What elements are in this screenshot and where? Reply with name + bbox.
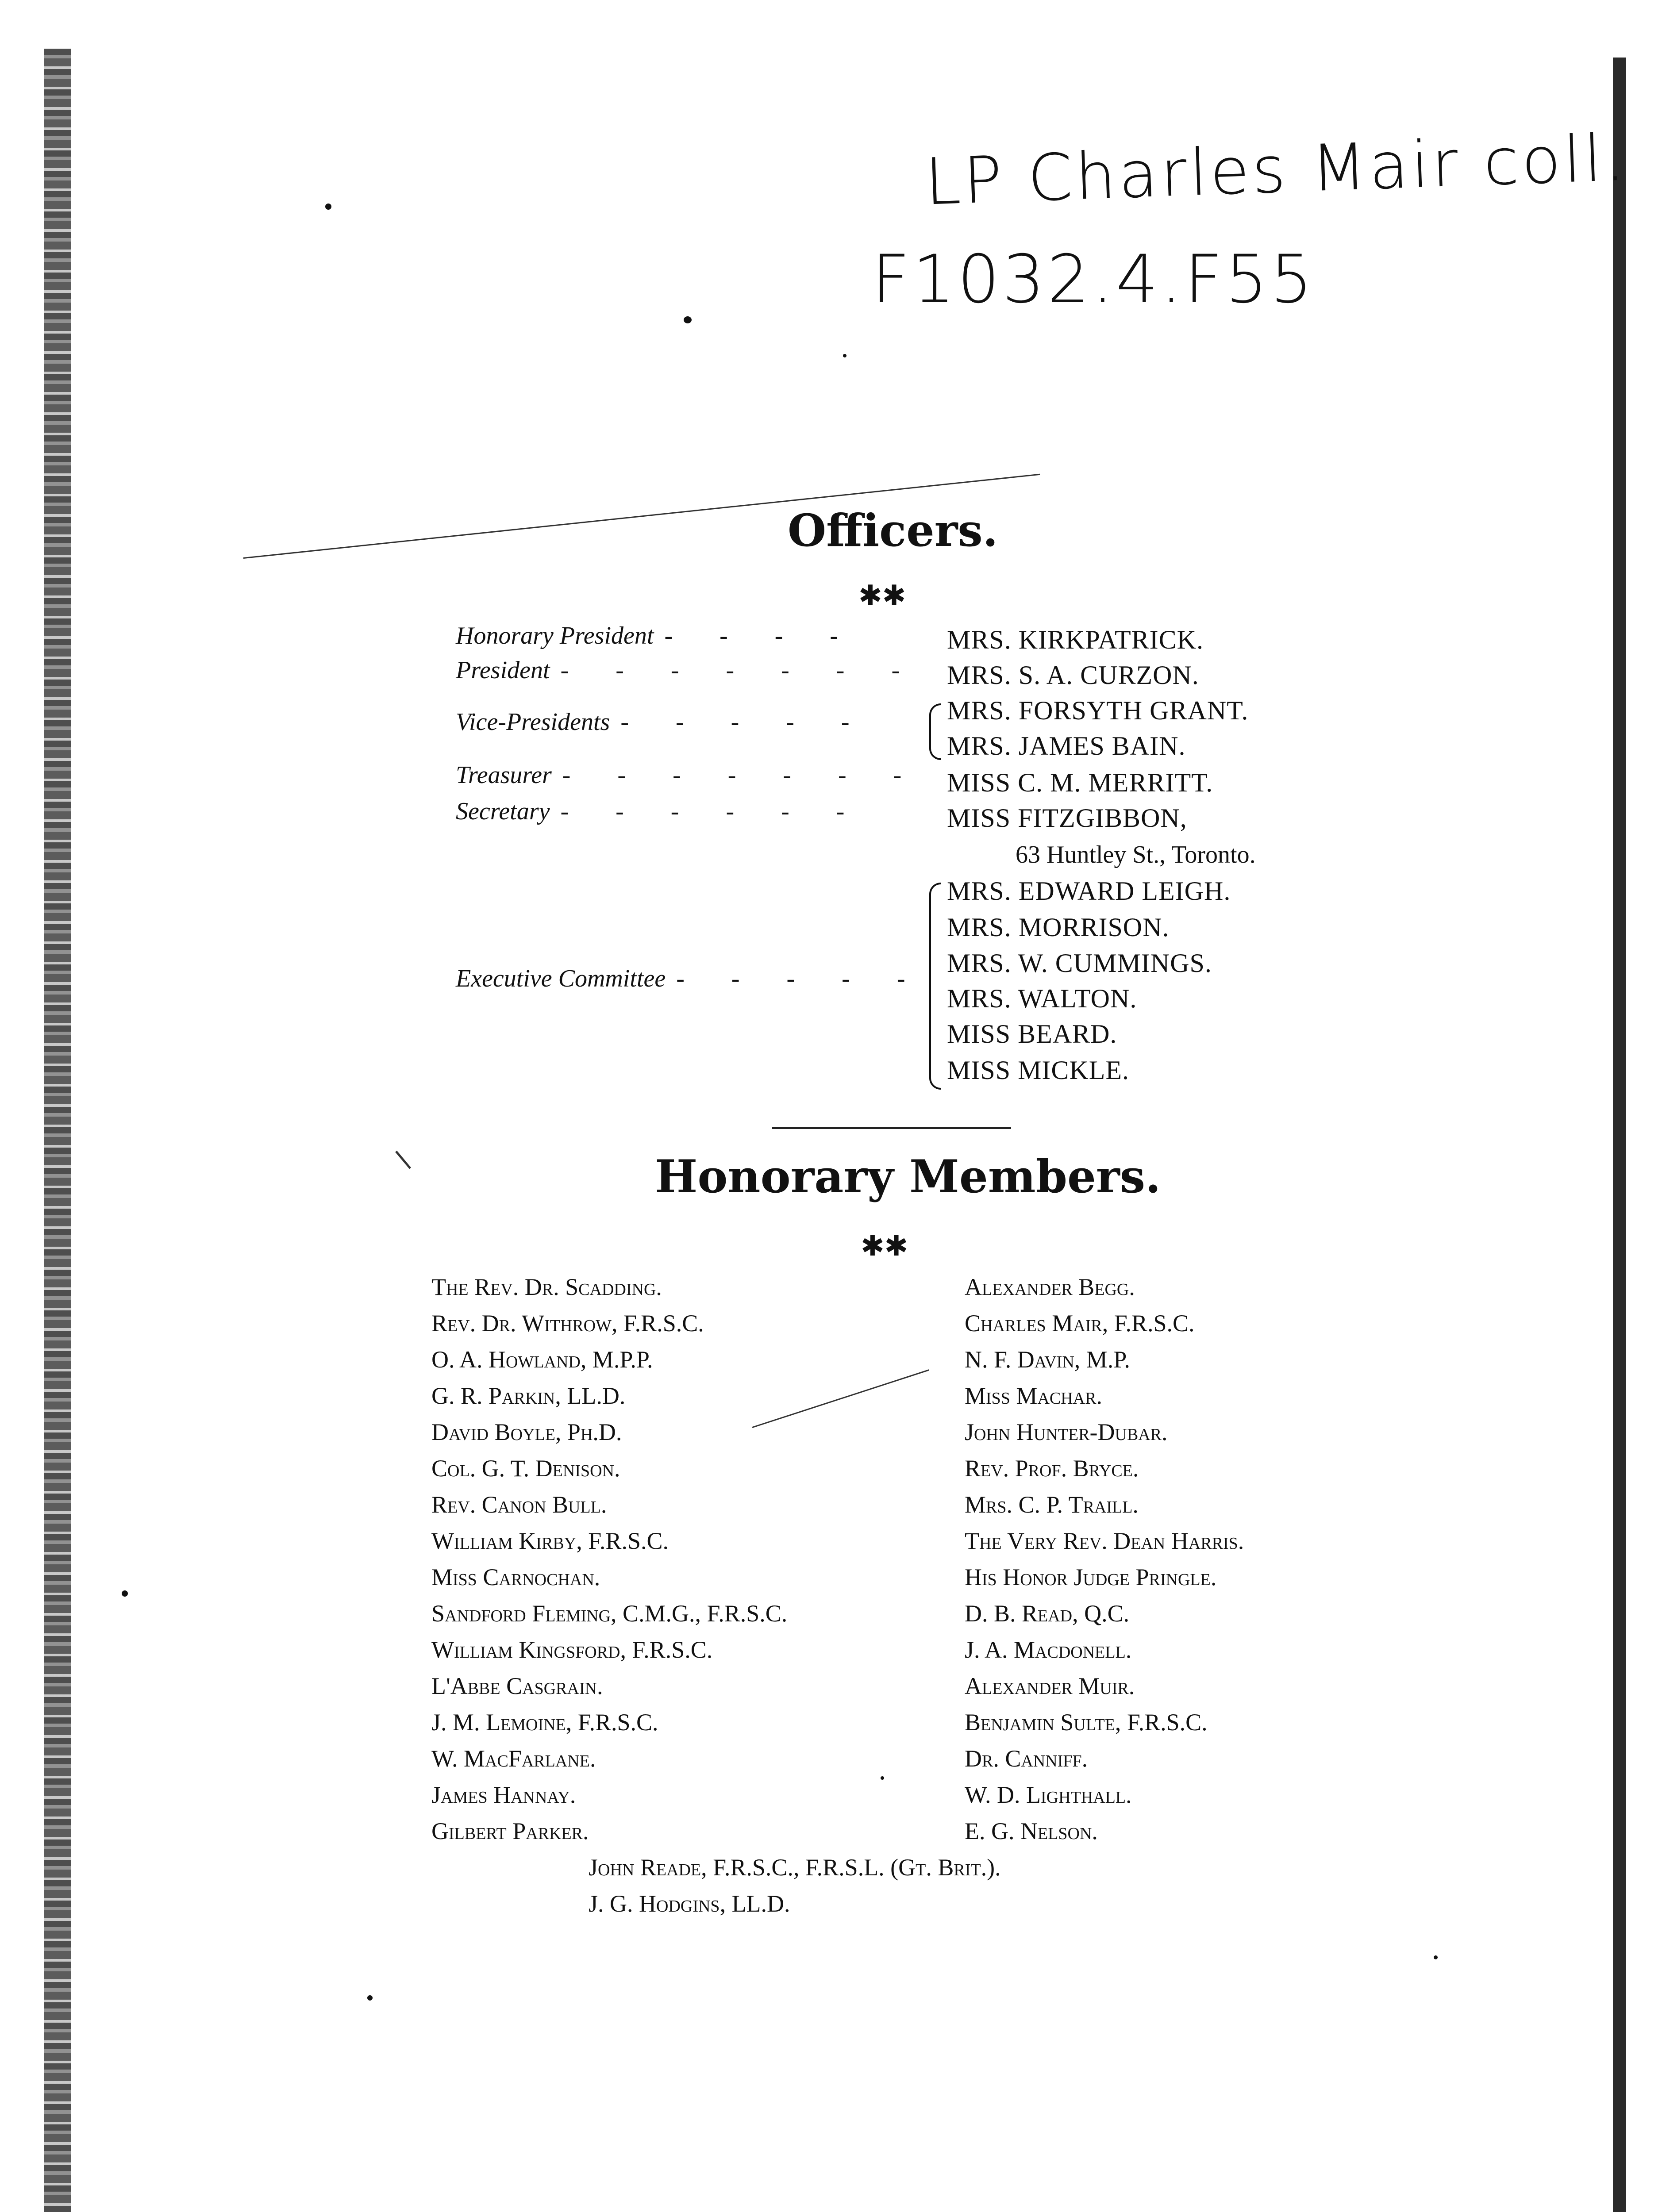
leader-dots: - - - - - <box>620 708 870 736</box>
honorary-member: Sandford Fleming, C.M.G., F.R.S.C. <box>431 1600 788 1627</box>
role-label: Honorary President <box>456 622 654 649</box>
honorary-member: Miss Machar. <box>965 1382 1102 1409</box>
honorary-member: William Kingsford, F.R.S.C. <box>431 1636 713 1663</box>
scan-speck <box>684 316 692 323</box>
honorary-member: Rev. Prof. Bryce. <box>965 1455 1139 1482</box>
handwritten-collection-note: LP Charles Mair coll. <box>923 120 1629 220</box>
honorary-member: J. G. Hodgins, LL.D. <box>589 1890 790 1917</box>
officer-name: MRS. KIRKPATRICK. <box>947 625 1204 654</box>
honorary-member: The Rev. Dr. Scadding. <box>431 1274 662 1300</box>
secretary-address: 63 Huntley St., Toronto. <box>1016 841 1256 868</box>
page-edge-left <box>44 49 71 2212</box>
role-label: Secretary <box>456 798 550 825</box>
committee-member: MISS MICKLE. <box>947 1056 1130 1085</box>
honorary-member: John Hunter-Dubar. <box>965 1419 1168 1445</box>
honorary-member: Miss Carnochan. <box>431 1564 600 1590</box>
scan-speck <box>1434 1955 1438 1959</box>
honorary-member: J. M. Lemoine, F.R.S.C. <box>431 1709 658 1736</box>
honorary-member: John Reade, F.R.S.C., F.R.S.L. (Gt. Brit.). <box>589 1854 1001 1881</box>
leader-dots: - - - - - - - <box>560 657 920 684</box>
role-executive-committee <box>456 964 925 993</box>
scan-speck <box>325 204 331 210</box>
role-honorary-president <box>456 622 858 650</box>
honorary-member: J. A. Macdonell. <box>965 1636 1132 1663</box>
committee-member: MRS. MORRISON. <box>947 913 1170 942</box>
role-president <box>456 656 920 684</box>
role-treasurer <box>456 761 922 789</box>
role-label: Vice-Presidents <box>456 708 610 736</box>
leader-dots: - - - - - - - <box>562 761 922 789</box>
honorary-member: Alexander Muir. <box>965 1673 1135 1699</box>
honorary-member: David Boyle, Ph.D. <box>431 1419 622 1445</box>
stray-pencil-line <box>395 1151 411 1169</box>
role-label: Executive Committee <box>456 965 666 992</box>
honorary-member: Dr. Canniff. <box>965 1745 1088 1772</box>
honorary-member: G. R. Parkin, LL.D. <box>431 1382 626 1409</box>
honorary-member: His Honor Judge Pringle. <box>965 1564 1217 1590</box>
honorary-member: James Hannay. <box>431 1782 576 1808</box>
honorary-member: W. D. Lighthall. <box>965 1782 1132 1808</box>
honorary-member: O. A. Howland, M.P.P. <box>431 1346 653 1373</box>
honorary-member: E. G. Nelson. <box>965 1818 1098 1844</box>
honorary-member: Alexander Begg. <box>965 1274 1135 1300</box>
role-label: Treasurer <box>456 761 552 789</box>
leader-dots: - - - - - <box>676 965 926 992</box>
honorary-member: William Kirby, F.R.S.C. <box>431 1528 669 1554</box>
honorary-member: Rev. Canon Bull. <box>431 1491 607 1518</box>
committee-member: MRS. W. CUMMINGS. <box>947 949 1212 978</box>
officers-heading: Officers. <box>788 504 998 557</box>
honorary-member: Charles Mair, F.R.S.C. <box>965 1310 1195 1336</box>
honorary-member: W. MacFarlane. <box>431 1745 596 1772</box>
officer-name: MRS. S. A. CURZON. <box>947 661 1199 690</box>
scan-speck <box>881 1776 884 1780</box>
officer-name: MISS C. M. MERRITT. <box>947 768 1213 797</box>
leader-dots: - - - - <box>664 622 859 649</box>
leader-dots: - - - - - - <box>560 798 865 825</box>
honorary-member: N. F. Davin, M.P. <box>965 1346 1130 1373</box>
scan-speck <box>843 354 846 357</box>
officer-name: MRS. FORSYTH GRANT. <box>947 696 1249 725</box>
officer-name: MRS. JAMES BAIN. <box>947 731 1186 760</box>
role-label: President <box>456 657 550 684</box>
honorary-member: D. B. Read, Q.C. <box>965 1600 1130 1627</box>
honorary-member: Col. G. T. Denison. <box>431 1455 620 1482</box>
ornament-asterisks: ✱✱ <box>858 580 906 612</box>
honorary-members-heading: Honorary Members. <box>655 1150 1161 1203</box>
committee-member: MISS BEARD. <box>947 1019 1117 1048</box>
handwritten-call-number: F1032.4.F55 <box>872 241 1315 318</box>
committee-member: MRS. WALTON. <box>947 984 1137 1013</box>
brace-vice-presidents <box>929 703 941 760</box>
honorary-member: The Very Rev. Dean Harris. <box>965 1528 1244 1554</box>
honorary-member: Mrs. C. P. Traill. <box>965 1491 1139 1518</box>
officer-name: MISS FITZGIBBON, <box>947 803 1187 833</box>
scan-speck <box>122 1590 128 1597</box>
honorary-member: Benjamin Sulte, F.R.S.C. <box>965 1709 1208 1736</box>
role-vice-presidents <box>456 708 870 736</box>
honorary-member: L'Abbe Casgrain. <box>431 1673 603 1699</box>
honorary-member: Rev. Dr. Withrow, F.R.S.C. <box>431 1310 704 1336</box>
scan-speck <box>367 1995 373 2001</box>
committee-member: MRS. EDWARD LEIGH. <box>947 876 1231 906</box>
brace-executive-committee <box>929 883 941 1090</box>
role-secretary <box>456 797 865 826</box>
honorary-member: Gilbert Parker. <box>431 1818 589 1844</box>
page-edge-right <box>1613 58 1626 2212</box>
ornament-asterisks: ✱✱ <box>861 1230 908 1263</box>
stray-pencil-line <box>752 1369 929 1428</box>
section-divider <box>772 1127 1011 1129</box>
